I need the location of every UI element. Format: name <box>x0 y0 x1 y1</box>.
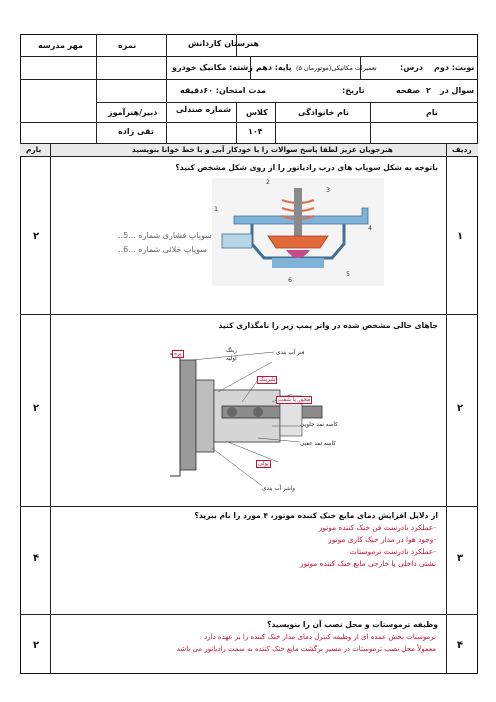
pump-label: اولیه <box>226 356 237 362</box>
answer-line: سوپاپ فشاری شماره ...5.. <box>118 231 212 240</box>
row-number: ۲ <box>457 403 464 414</box>
answer-line: نشتی داخلی یا خارجی مایع خنک کننده موتور <box>300 559 436 568</box>
pump-label: کاسه نمد جلویی <box>300 422 338 428</box>
header-col <box>166 79 167 143</box>
header-col <box>370 102 371 143</box>
row-divider <box>20 506 478 507</box>
score-col-line <box>50 143 51 674</box>
figure-number: 4 <box>368 225 372 232</box>
radiator-cap-figure <box>212 178 384 286</box>
score-value: ۲ <box>33 640 40 651</box>
water-pump-figure <box>162 340 338 502</box>
pump-answer: پره <box>174 351 182 357</box>
row-column-header: ردیف <box>452 145 472 154</box>
score-value: ۲ <box>33 231 40 242</box>
figure-number: 6 <box>288 277 292 284</box>
header-divider <box>20 56 478 57</box>
question-text: وظیفه ترموستات و محل نصب آن را بنویسید؟ <box>267 620 438 629</box>
header-col <box>236 102 237 143</box>
answer-line: ترموستات بخش عمده ای از وظیفه کنترل دمای مدار خنک کننده را بر عهده دارد <box>204 633 436 641</box>
header-col <box>275 102 276 143</box>
pump-label: رینگ <box>226 348 237 354</box>
class-label: کلاس <box>246 108 268 117</box>
questions-label: سوال در <box>440 86 475 95</box>
score-value: ۲ <box>33 403 40 414</box>
grade-level: پایه: دهم <box>256 63 292 72</box>
answer-line: -عملکرد نادرست فن خنک کننده موتور <box>318 523 436 532</box>
table-header-bottom <box>20 156 478 157</box>
table-header-top <box>20 143 478 144</box>
school-name: هنرستان کاردانش <box>188 39 259 48</box>
instruction-text: هنرجویان عزیز لطفا پاسخ سوالات را با خودکار آبی و با خط خوانا بنویسید <box>132 145 393 154</box>
figure-number: 5 <box>346 271 350 278</box>
pump-label: واشر آب بندی <box>262 486 295 492</box>
grade-label: نمره <box>118 41 137 50</box>
row-divider <box>20 314 478 315</box>
answer-line: سوپاپ خلائی شماره ...6.. <box>118 245 207 254</box>
question-text: از دلایل افزایش دمای مایع خنک کننده موتور، ۴ مورد را نام ببرید؟ <box>194 511 438 520</box>
family-label: نام خانوادگی <box>298 108 350 117</box>
lesson-value: تعمیرات مکانیکی(موتورمان ۵) <box>296 64 377 72</box>
header-divider <box>20 79 478 80</box>
header-divider <box>20 122 478 123</box>
score-column-header: بارم <box>26 145 42 154</box>
row-number: ۴ <box>457 640 464 651</box>
question-text: جاهای خالی مشخص شده در واتر پمپ زیر را نامگذاری کنید <box>218 321 438 330</box>
lesson-label: درس: <box>400 63 423 72</box>
session-label: نوبت: دوم <box>434 63 475 72</box>
answer-line: -وجود هوا در مدار خنک کاری موتور <box>328 535 436 544</box>
pump-label: فنر آب بندی <box>276 350 305 356</box>
row-divider <box>20 614 478 615</box>
score-value: ۴ <box>33 553 40 564</box>
question-text: باتوجه به شکل سوپاپ های درب رادیاتور را از روی شکل مشخص کنید؟ <box>175 163 438 172</box>
pump-answer: پولی <box>258 461 269 467</box>
name-label: نام <box>426 108 438 117</box>
class-value: ۱۰۴ <box>248 127 263 136</box>
field-label: رشته: مکانیک خودرو <box>172 63 253 72</box>
figure-number: 3 <box>326 187 330 194</box>
figure-number: 1 <box>214 206 218 213</box>
pump-label: کاسه نمد عقبی <box>300 441 336 447</box>
figure-number: 2 <box>266 179 270 186</box>
seat-label: شماره صندلی <box>176 105 232 114</box>
row-number: ۱ <box>457 231 464 242</box>
row-number: ۳ <box>457 553 464 564</box>
header-col <box>96 34 97 143</box>
header-col <box>166 34 167 79</box>
exam-duration: مدت امتحان: ۶۰دقیقه <box>180 86 266 95</box>
row-col-line <box>446 143 447 674</box>
page-word: صفحه <box>396 86 421 95</box>
header-divider <box>96 102 478 103</box>
date-label: تاریخ: <box>342 86 365 95</box>
teacher-name: تقی زاده <box>118 127 154 136</box>
answer-line: -عملکرد نادرست ترموستات <box>349 547 436 556</box>
pages-count: ۲ <box>426 86 431 95</box>
pump-answer: محور یا شفت <box>278 397 311 403</box>
stamp-label: مهر مدرسه <box>38 41 83 50</box>
answer-line: معمولاً محل نصب ترموستات در مسیر برگشت مایع خنک کننده به سمت رادیاتور می باشد <box>176 645 436 653</box>
pump-answer: بلبرینگ <box>259 377 276 383</box>
teacher-label: دبیر/هنرآموز <box>108 108 158 117</box>
